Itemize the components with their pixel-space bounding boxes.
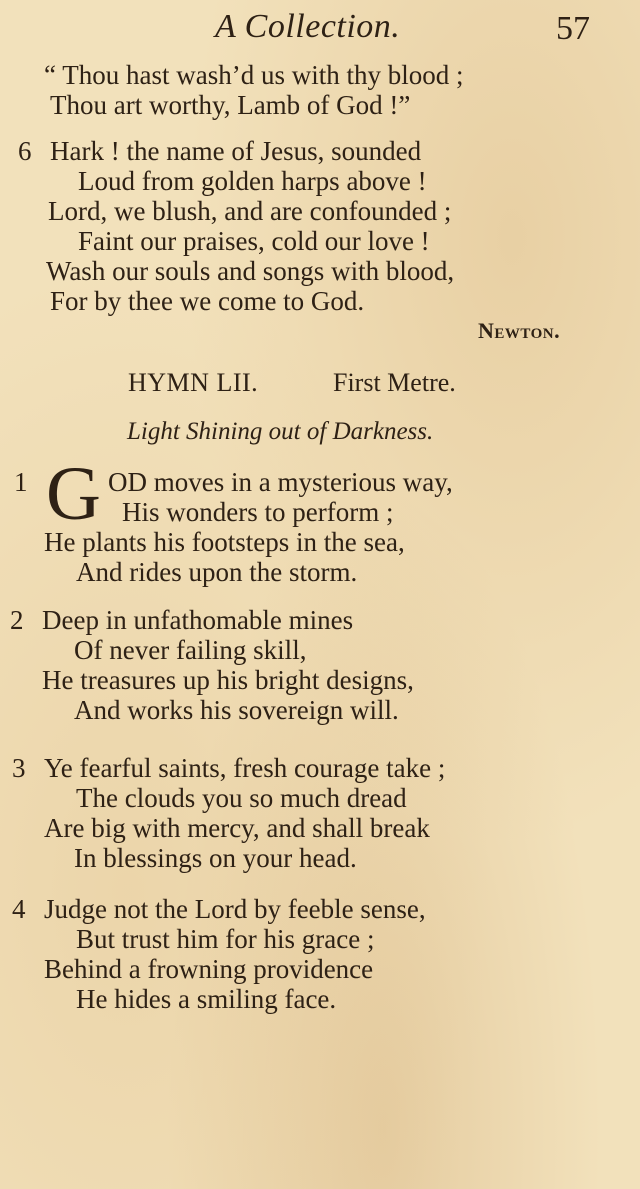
verse-line: Are big with mercy, and shall break bbox=[44, 813, 430, 843]
verse-number: 6 bbox=[18, 136, 32, 166]
author-attribution: Newton. bbox=[478, 318, 561, 343]
verse-line: Behind a frowning providence bbox=[44, 954, 374, 984]
verse-line: OD moves in a mysterious way, bbox=[108, 467, 453, 497]
verse-line: His wonders to perform ; bbox=[122, 497, 394, 527]
verse-line: Loud from golden harps above ! bbox=[78, 166, 427, 196]
verse-line: Deep in unfathomable mines bbox=[42, 605, 354, 635]
verse-number: 1 bbox=[14, 467, 28, 497]
verse-line: In blessings on your head. bbox=[74, 843, 357, 873]
verse-line: “ Thou hast wash’d us with thy blood ; bbox=[44, 60, 464, 90]
verse-line: And rides upon the storm. bbox=[76, 557, 358, 587]
hymn-subtitle: Light Shining out of Darkness. bbox=[127, 418, 434, 445]
verse-line: For by thee we come to God. bbox=[50, 286, 365, 316]
verse-line: He treasures up his bright designs, bbox=[42, 665, 414, 695]
verse-number: 2 bbox=[10, 605, 24, 635]
verse-line: Wash our souls and songs with blood, bbox=[46, 256, 455, 286]
running-header-title: A Collection. bbox=[215, 8, 401, 45]
verse-line: He hides a smiling face. bbox=[76, 984, 337, 1014]
verse-number: 3 bbox=[12, 753, 26, 783]
hymn-title: HYMN LII. bbox=[128, 368, 259, 397]
verse-line: Ye fearful saints, fresh courage take ; bbox=[44, 753, 446, 783]
verse-line: He plants his footsteps in the sea, bbox=[44, 527, 405, 557]
verse-line: Judge not the Lord by feeble sense, bbox=[44, 894, 426, 924]
page-number: 57 bbox=[556, 10, 590, 47]
drop-capital: G bbox=[46, 452, 101, 536]
verse-line: The clouds you so much dread bbox=[76, 783, 407, 813]
verse-number: 4 bbox=[12, 894, 26, 924]
verse-line: And works his sovereign will. bbox=[74, 695, 399, 725]
verse-line: Thou art worthy, Lamb of God !” bbox=[50, 90, 411, 120]
verse-line: Faint our praises, cold our love ! bbox=[78, 226, 430, 256]
verse-line: Lord, we blush, and are confounded ; bbox=[48, 196, 452, 226]
verse-line: But trust him for his grace ; bbox=[76, 924, 375, 954]
verse-line: Of never failing skill, bbox=[74, 635, 307, 665]
hymn-metre: First Metre. bbox=[333, 368, 456, 397]
verse-line: Hark ! the name of Jesus, sounded bbox=[50, 136, 422, 166]
